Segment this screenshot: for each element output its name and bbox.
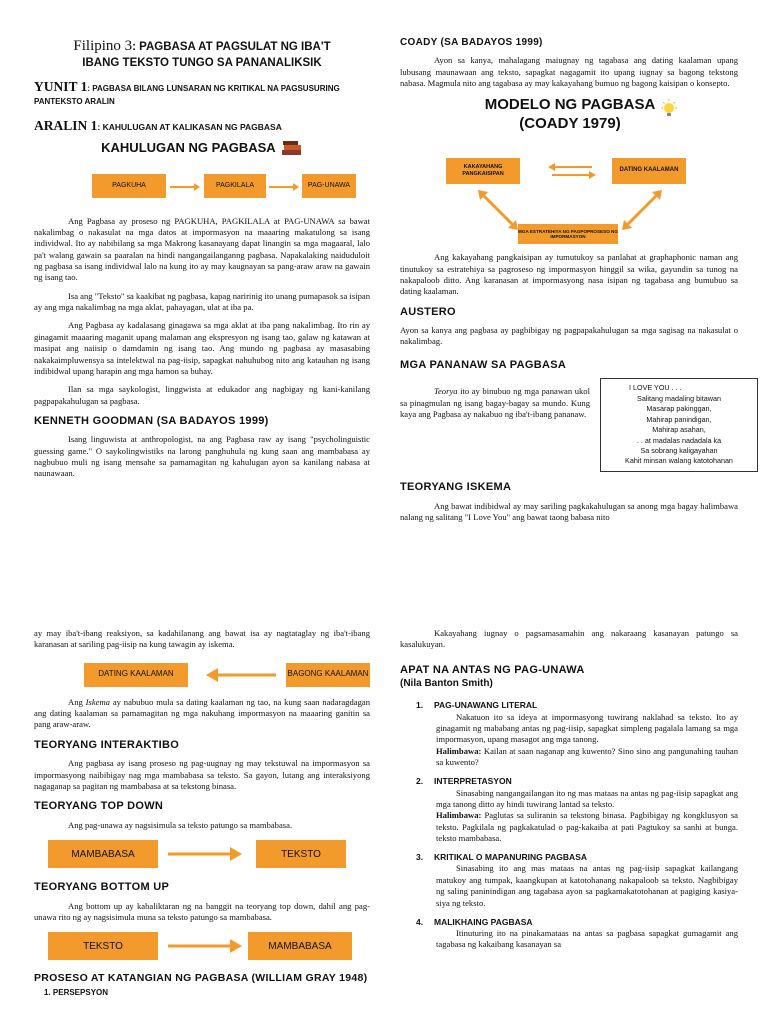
top-down-flow xyxy=(34,838,370,872)
model-box-dating-kaalaman: DATING KAALAMAN xyxy=(612,158,686,184)
course-title-prefix: Filipino 3 xyxy=(73,38,133,54)
paragraph: Ayon sa kanya, mahalagang maiugnay ng tagabasa ang dating kaalaman upang lubusang maunawaan ang teksto, sapagkat nagagamit ito upang iugnay sa bagong tekstong nabasa. Magmula nito ang tagabasa ay may kakayahang bumuo ng bagong kaisipan o konsepto. xyxy=(400,55,738,88)
flow-box-mambabasa: MAMBABASA xyxy=(48,840,158,868)
paragraph: Kakayahang iugnay o pagsamasamahin ang nakaraang kasanayan patungo sa kasalukuyan. xyxy=(400,628,738,650)
section-heading: TEORYANG INTERAKTIBO xyxy=(34,738,180,751)
double-arrow-icon xyxy=(548,162,596,180)
arrow-right-icon xyxy=(168,846,242,862)
section-heading: COADY (SA BADAYOS 1999) xyxy=(400,37,543,48)
arrow-right-icon xyxy=(168,938,242,954)
top-right-column xyxy=(400,36,738,531)
light-bulb-icon xyxy=(658,98,680,123)
pagbasa-flow xyxy=(34,174,370,200)
paragraph: Isa ang "Teksto" sa kaakibat ng pagbasa, kapag naririnig ito unang pumapasok sa isipan ay ang mga nakalimbag na mga aklat, pahayagan, ulat at iba pa. xyxy=(34,290,370,313)
model-title: MODELO NG PAGBASA (COADY 1979) xyxy=(484,96,656,132)
flow-box-dating-kaalaman: DATING KAALAMAN xyxy=(84,663,188,687)
bottom-right-column xyxy=(400,628,738,959)
section-heading: KENNETH GOODMAN (SA BADAYOS 1999) xyxy=(34,414,269,427)
section-subheading: (Nila Banton Smith) xyxy=(400,678,493,690)
arrow-right-icon xyxy=(170,182,200,192)
model-box-kakayahang-pangkaisipan: KAKAYAHANG PANGKAISIPAN xyxy=(446,158,520,184)
bottom-up-flow xyxy=(34,930,370,964)
paragraph: Ang bawat indibidwal ay may sariling pagkakahulugan sa anong mga bagay halimbawa nalang ng salitang "I Love You" ang bawat taong babasa nito xyxy=(400,500,738,523)
flow-box-pagkuha: PAGKUHA xyxy=(92,174,166,198)
section-heading: MGA PANANAW SA PAGBASA xyxy=(400,358,567,371)
antas-list xyxy=(400,700,738,950)
flow-box-pagkilala: PAGKILALA xyxy=(204,174,266,198)
diagonal-arrows-icon xyxy=(478,190,518,230)
paragraph: Isang linguwista at anthropologist, na ang Pagbasa raw ay isang "psycholinguistic guessing game." O saykolingwistiks na larong panghuhula ng kung saan ang mambabasa ay nagbubuo muli ng isang mensahe sa pamamagitan ng kahulugan ayon sa kanilang nabasa at naunawaan. xyxy=(34,434,370,479)
paragraph: ay may iba't-ibang reaksiyon, sa kadahilanang ang bawat isa ay nagtataglay ng iba't-ibang karanasan at sariling pag-iisip na kung tawagin ay iskema. xyxy=(34,628,370,650)
flow-box-pag-unawa: PAG-UNAWA xyxy=(302,174,356,198)
poem-box: I LOVE YOU . . . Salitang madaling bitawan Masarap pakinggan, Mahirap panindigan, Mahirap asahan, . . at madalas nadadala ka Sa sobrang kaligayahan Kahit minsan walang katotohanan xyxy=(600,378,758,472)
list-item: 1. PAG-UNAWANG LITERAL Nakatuon ito sa ideya at impormasyong tuwirang naklahad sa teksto. Ito ay ginagamit ng mababang antas ng pag-iisip, sapagkat simpleng pagalala lamang sa mga impormasyon, upang masagot ang mga tanong. Halimbawa: Kailan at saan naganap ang kuwento? Sino sino ang pangunahing tauhan sa kuwento? xyxy=(416,700,738,767)
lesson-heading: ARALIN 1: KAHULUGAN AT KALIKASAN NG PAGBASA xyxy=(34,117,282,133)
flow-box-bagong-kaalaman: BAGONG KAALAMAN xyxy=(286,663,370,687)
coady-model-diagram xyxy=(400,96,738,246)
paragraph: Ang pagbasa ay isang proseso ng pag-uugnay ng may tekstuwal na impormasyon sa impormasyong naibibigay nag mga mambabasa sa teksto. Sa gayon, lutang ang interaksiyong nagaganap sa pagitan ng mambabasa at sa tekstong binasa. xyxy=(34,758,370,791)
paragraph: Ang bottom up ay kabaliktaran ng na banggit na teoryang top down, dahil ang pag-unawa rito ng ay nagsisimula muna sa teksto patungo sa mambabasa. xyxy=(34,900,370,922)
list-item: 2. INTERPRETASYON Sinasabing nangangailangan ito ng mas mataas na antas ng pag-iisip sapagkat ang mga tanong ditto ay hindi tuwirang lantad sa teksto. Halimbawa: Paglutas sa suliranin sa tekstong binasa. Pagbibigay ng kongklusyon sa teksto. Pagkilala ng pagkakatulad o pag-kakaiba at pati Pagtukoy sa sanhi at bunga. teksto mambabasa. xyxy=(416,776,738,843)
flow-box-teksto: TEKSTO xyxy=(256,840,346,868)
section-heading: AUSTERO xyxy=(400,305,456,318)
arrow-right-icon xyxy=(269,182,299,192)
diagonal-arrows-icon xyxy=(622,190,662,230)
section-heading: TEORYANG ISKEMA xyxy=(400,481,512,494)
paragraph: Teorya ito ay binubuo ng mga panawan ukol sa pinagmulan ng isang bagay-bagay sa mundo. Kung kaya ang Pagbasa ay nakabuo ng iba't-ibang pananaw. xyxy=(400,386,590,419)
flow-box-mambabasa: MAMBABASA xyxy=(248,932,352,960)
banner: KAHULUGAN NG PAGBASA xyxy=(34,139,370,160)
section-heading: TEORYANG BOTTOM UP xyxy=(34,881,170,894)
iskema-flow xyxy=(34,661,370,691)
bottom-left-column xyxy=(34,628,370,999)
top-left-column xyxy=(34,36,370,487)
paragraph: Ilan sa mga saykologist, linggwista at edukador ang nagbigay ng kani-kanilang pagpapakahulugan sa pagbasa. xyxy=(34,384,370,406)
list-item: 4. MALIKHAING PAGBASA Itinuturing ito na pinakamataas na antas sa pagbasa sapagkat gumagamit ang tagabasa ng kakaibang kasanayan sa xyxy=(416,916,738,950)
paragraph: Ang Pagbasa ay kadalasang ginagawa sa mga aklat at iba pang nakalimbag. Ito rin ay ginagamit maaaring maganit upang malaman ang ekspresyon ng isang tao, galaw ng katawan at masipat ang naiisip o damdamin ng isang tao. Ang mundo ng pagbasa ay masasabing nakakaimpluwensya sa intelektwal na pag-iisip, sapagkat nahuhubog nito ang katauhan ng isang indibidwal upang harapin ang mga hamon sa buhay. xyxy=(34,320,370,376)
list-item: 3. KRITIKAL O MAPANURING PAGBASA Sinasabing ito ang mas mataas na antas ng pag-iisip sapagkat kailangang matukoy ang tumpak, kaangkupan at katotohanang nakapaloob sa teksto. Nagbibigay ng saling paninindigan ang tagabasa ayon sa pagkamakatotohanan at pagiging kasiya-siya ng teksto. xyxy=(416,852,738,908)
paragraph: Ang pag-unawa ay nagsisimula sa teksto patungo sa mambabasa. xyxy=(68,819,293,830)
list-item: 1. PERSEPSYON xyxy=(44,988,109,998)
books-icon xyxy=(281,140,303,159)
course-title-line2: IBANG TEKSTO TUNGO SA PANANALIKSIK xyxy=(82,57,322,70)
paragraph: Ayon sa kanya ang pagbasa ay pagbibigay ng pagpapakahulugan sa mga sagisag na nakasulat o nakalimbag. xyxy=(400,325,738,347)
paragraph: Ang kakayahang pangkaisipan ay tumutukoy sa panlahat at graphaphonic naman ang tinutukoy sa estratehiya sa pagroseso ng impormasyon hinggil sa wika, gayundin sa tunog na nakapaloob ditto. Ang karanasan at impormasyong nasa isipan ng tagabasa ang bumubuo sa dating kaalaman. xyxy=(400,252,738,297)
section-heading: APAT NA ANTAS NG PAG-UNAWA xyxy=(400,663,585,676)
course-title: Filipino 3: PAGBASA AT PAGSULAT NG IBA'T IBANG TEKSTO TUNGO SA PANANALIKSIK xyxy=(73,38,331,70)
section-heading: PROSESO AT KATANGIAN NG PAGBASA (WILLIAM GRAY 1948) xyxy=(34,972,368,985)
section-heading: TEORYANG TOP DOWN xyxy=(34,800,164,813)
paragraph: Ang Pagbasa ay proseso ng PAGKUHA, PAGKILALA at PAG-UNAWA sa bawat nakalimbag o nakasulat na mga datos at impormasyon na maaaring makatulong sa isang individwal. Ito ay nabibilang sa mga Makrong kasanayang dapat linangin sa mga magaaral, lalo pa't walang gawain sa paaralan na hindi nangangailanganng pagbasa. Napakalaking naiduduloit ng pagbasa sa isang individwal lalo na kung ito ay may kaugnayan sa pang-araw araw na gawain ng isang tao. xyxy=(34,215,370,283)
unit-heading: YUNIT 1: PAGBASA BILANG LUNSARAN NG KRITIKAL NA PAGSUSURING PANTEKSTO ARALIN xyxy=(34,78,340,106)
pananaw-block xyxy=(400,378,738,478)
model-box-estratehiya: MGA ESTRATEHIYA NG PAGPOPROSESO NG IMPORMASYON xyxy=(518,224,618,244)
paragraph: Ang Iskema ay nabubuo mula sa dating kaalaman ng tao, na kung saan nadaragdagan ang dating kaalaman sa pamamagitan ng mga nakuhang impormasyon na maaaring ganitin sa pang araw-araw. xyxy=(34,696,370,730)
flow-box-teksto: TEKSTO xyxy=(48,932,158,960)
arrow-left-icon xyxy=(206,667,276,683)
